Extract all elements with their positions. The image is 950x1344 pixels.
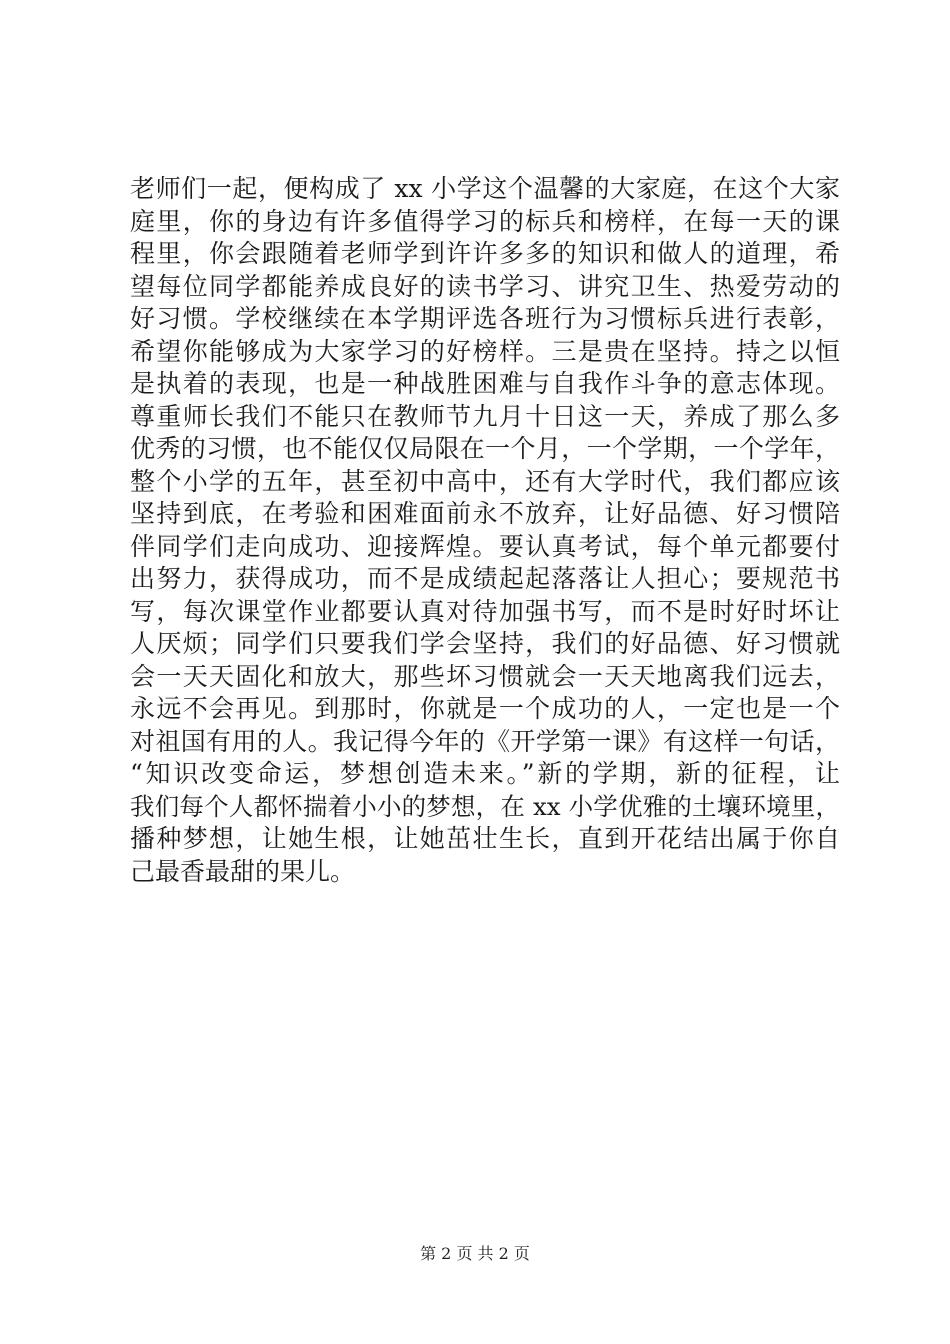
text-line: “知识改变命运，梦想创造未来。”新的学期，新的征程，让: [130, 759, 840, 788]
text-line: 我们每个人都怀揣着小小的梦想，在 xx 小学优雅的土壤环境里，: [130, 791, 840, 821]
text-line: 出努力，获得成功，而不是成绩起起落落让人担心；要规范书: [130, 564, 840, 593]
text-line: 己最香最甜的果儿。: [130, 856, 356, 886]
body-paragraph: [130, 173, 840, 888]
text-line: 希望你能够成为大家学习的好榜样。三是贵在坚持。持之以恒: [130, 336, 840, 366]
text-line: 程里，你会跟随着老师学到许许多多的知识和做人的道理，希: [130, 239, 840, 268]
page-number-footer: 第 2 页 共 2 页: [420, 1244, 530, 1263]
text-line: 是执着的表现，也是一种战胜困难与自我作斗争的意志体现。: [130, 369, 840, 398]
text-line: 会一天天固化和放大，那些坏习惯就会一天天地离我们远去，: [130, 661, 840, 691]
text-line: 老师们一起，便构成了 xx 小学这个温馨的大家庭，在这个大家: [130, 174, 840, 203]
text-line: 永远不会再见。到那时，你就是一个成功的人，一定也是一个: [130, 694, 840, 723]
text-line: 整个小学的五年，甚至初中高中，还有大学时代，我们都应该: [130, 466, 840, 496]
text-line: 优秀的习惯，也不能仅仅局限在一个月，一个学期，一个学年，: [130, 434, 840, 463]
text-line: 播种梦想，让她生根，让她茁壮生长，直到开花结出属于你自: [130, 824, 840, 853]
text-line: 写，每次课堂作业都要认真对待加强书写，而不是时好时坏让: [130, 596, 840, 626]
text-line: 望每位同学都能养成良好的读书学习、讲究卫生、热爱劳动的: [130, 271, 840, 301]
text-line: 尊重师长我们不能只在教师节九月十日这一天，养成了那么多: [130, 401, 840, 431]
text-line: 对祖国有用的人。我记得今年的《开学第一课》有这样一句话，: [130, 726, 840, 756]
text-line: 伴同学们走向成功、迎接辉煌。要认真考试，每个单元都要付: [130, 531, 840, 561]
text-line: 坚持到底，在考验和困难面前永不放弃，让好品德、好习惯陪: [130, 499, 840, 528]
text-line: 好习惯。学校继续在本学期评选各班行为习惯标兵进行表彰，: [130, 304, 840, 333]
text-line: 庭里，你的身边有许多值得学习的标兵和榜样，在每一天的课: [130, 206, 840, 236]
text-line: 人厌烦；同学们只要我们学会坚持，我们的好品德、好习惯就: [130, 629, 840, 658]
